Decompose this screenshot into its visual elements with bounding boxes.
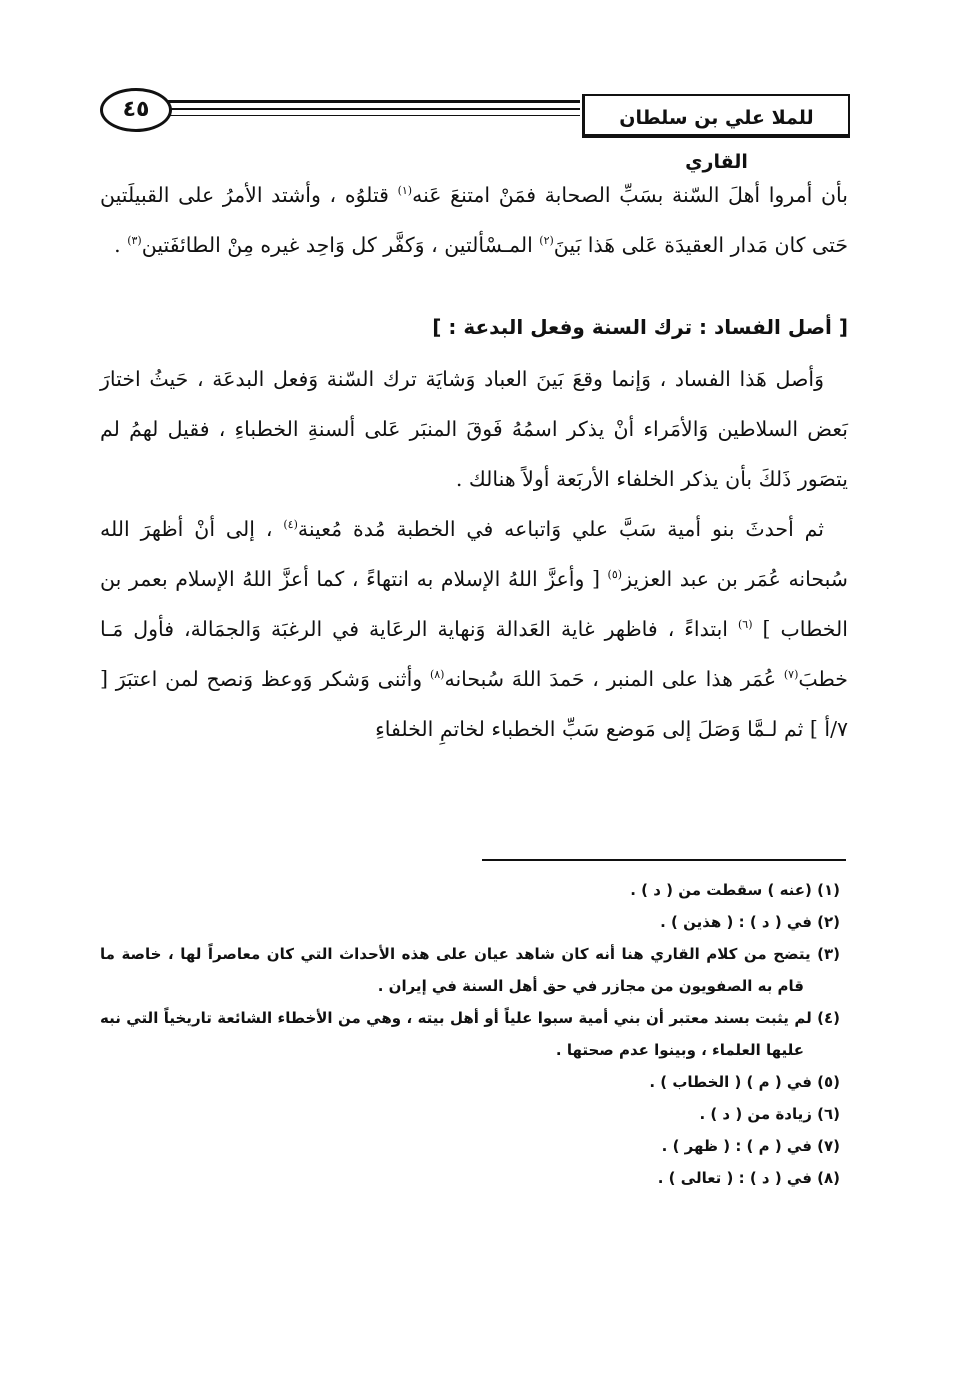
paragraph-2: وَأصل هَذا الفساد ، وَإنما وقعَ بَينَ العباد وَشايَة ترك السّنة وَفعل البدعَة ، حَيثُ اختارَ بَعض السلاطين وَالأمَراء أنْ يذكر اسمُهُ فَوقَ المنبَر عَلى ألسنةِ الخطباءِ ، فقيل لهمُ لم يتصَور ذَلكَ بأن يذكر الخلفاء الأربَعة أولاً هنالك . [100, 367, 848, 491]
section-heading: [ أصل الفساد : ترك السنة وفعل البدعة : ] [432, 315, 848, 339]
footnote-ref-7[interactable]: (٧) [783, 668, 799, 682]
footnotes [100, 874, 840, 1194]
footnote-2: (٢) في ( د ) : ( هذين ) . [660, 913, 840, 931]
footnote-6: (٦) زيادة من ( د ) . [699, 1105, 840, 1123]
footnote-separator [482, 859, 846, 861]
footnote-ref-1[interactable]: (١) [397, 184, 413, 198]
text-run: ثم أحدثَ بنو أمية سَبَّ علي وَاتباعه في الخطبة مُدة مُعينة [297, 517, 824, 541]
footnote-ref-4[interactable]: (٤) [283, 518, 298, 532]
header-rule [162, 115, 580, 116]
footnote-ref-2[interactable]: (٢) [539, 234, 554, 248]
section-gap [100, 270, 848, 300]
footnote-7: (٧) في ( م ) : ( ظهر ) . [661, 1137, 840, 1155]
footnote-3: (٣) يتضح من كلام القاري هنا أنه كان شاهد عيان على هذه الأحداث التي كان معاصراً لها ، خاصة ما قام به الصفويون من مجازر في حق أهل السنة في إيران . [100, 945, 840, 995]
footnote-8: (٨) في ( د ) : ( تعالى ) . [657, 1169, 840, 1187]
book-title: للملا علي بن سلطان القاري [582, 94, 850, 138]
footnote-ref-6[interactable]: (٦) [737, 618, 753, 632]
text-run: وأثنى وَشكر وَوعظ وَنصح لمن اعتبَرَ [ ٧/أ ] ثم لـمَّا وَصَلَ إلى مَوضع سَبِّ الخطباء لخاتمِ الخلفاءِ [100, 667, 848, 741]
header-rule [162, 100, 580, 103]
footnote-5: (٥) في ( م ) ( الخطاب ) . [649, 1073, 840, 1091]
text-run: قتلوُه ، وأشتد الأمرُ على القبيلَتين حَتى كان مَدار العقيدَة عَلى هَذا بَينَ [100, 183, 848, 257]
paragraph-1 [100, 170, 848, 270]
page-header [100, 84, 850, 173]
text-run: بأن أمروا أهلَ السّنة بسَبِّ الصحابة فمَنْ امتنعَ عَنه [412, 183, 848, 207]
text-run: ابتداءً ، فاظهر غاية العَدالة وَنهاية الرعَاية في الرغبَة وَالجمَالة، فأول مَـا خطبَ [100, 617, 848, 691]
text-run: ، إلى أنْ أظهرَ الله سُبحانه عُمَر بن عبد العزيز [100, 517, 848, 591]
footnote-4: (٤) لم يثبت بسند معتبر أن بني أمية سبوا علياً أو أهل بيته ، وهي من الأخطاء الشائعة تاريخياً التي نبه عليها العلماء ، وبينوا عدم صحتها . [100, 1009, 840, 1059]
text-run: المـسْألتين ، وَكفَّر كل وَاحِد غيره مِنْ الطائفَتين [141, 233, 540, 257]
footnote-1: (١) (عنه ) سقطت من ( د ) . [630, 881, 840, 899]
main-text [100, 170, 848, 754]
footnote-ref-5[interactable]: (٥) [607, 568, 623, 582]
footnote-ref-8[interactable]: (٨) [429, 668, 445, 682]
footnote-ref-3[interactable]: (٣) [127, 234, 142, 248]
text-run: [ وأعزَّ اللهُ الإسلام به انتهاءً ، كما أعزَّ اللهُ الإسلام بعمر بن الخطاب ] [100, 567, 848, 641]
paragraph-3 [100, 504, 848, 754]
text-run: عُمَر هذا على المنبر ، حَمدَ اللهَ سُبحانه [444, 667, 784, 691]
text-run: . [114, 233, 128, 257]
header-rule [162, 108, 580, 110]
page-number-badge: ٤٥ [100, 88, 172, 132]
